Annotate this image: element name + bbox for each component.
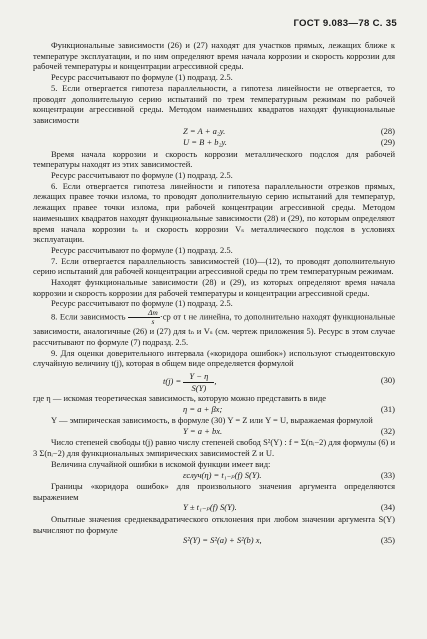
paragraph: Время начала коррозии и скорость коррозии металлического подслоя для рабочей температуры находят из этих зависимостей. bbox=[33, 148, 395, 170]
paragraph: Число степеней свободы t(j) равно числу степеней свобод S²(Y) : f = Σ(nᵢ−2) для формулы (6) и 3 Σ(nᵢ−2) для функциональных эмпирических зависимостей Z и U. bbox=[33, 437, 395, 459]
paragraph: Ресурс рассчитывают по формуле (1) подразд. 2.5. bbox=[51, 170, 233, 181]
equation-number: (29) bbox=[380, 137, 395, 148]
equation bbox=[33, 426, 395, 438]
fraction bbox=[128, 309, 160, 326]
equation-formula: S²(Y) = S²(a) + S²(b) x, bbox=[183, 535, 262, 546]
fraction-denominator: S(Y) bbox=[191, 382, 207, 393]
fraction bbox=[183, 370, 217, 393]
document-body bbox=[33, 40, 395, 547]
paragraph: 6. Если отвергается гипотеза линейности и гипотеза параллельности отрезков прямых, лежащих правее точки излома, то проводят дополнительную серию испытаний для температур, лежащих правее точки излома, при рабочей концентрации агрессивной среды. Методом наименьших квадратов находят функциональные зависимости (28) и (29), по которым определяют время начала коррозии tₙ и скорость коррозии Vₛ металлического подслоя в условиях эксплуатации. bbox=[33, 180, 395, 245]
paragraph-text: ·ср от t не линейна, то дополнительно находят функциональные зависимости, аналогичные (26) и (27) для tₙ и Vₛ (см. чертеж приложения 5). Ресурс в этом случае рассчитывают по формуле (7) подразд. 2.5. bbox=[33, 311, 395, 347]
equation bbox=[33, 535, 395, 547]
equation-tail: , bbox=[214, 376, 217, 387]
equation-number: (34) bbox=[380, 502, 395, 513]
paragraph: Ресурс рассчитывают по формуле (1) подразд. 2.5. bbox=[51, 72, 233, 83]
page-header: ГОСТ 9.083—78 С. 35 bbox=[293, 18, 397, 29]
equation-number: (31) bbox=[380, 403, 395, 414]
equation-lhs: t(j) = bbox=[163, 376, 182, 387]
paragraph bbox=[33, 309, 395, 347]
equation-number: (28) bbox=[380, 125, 395, 136]
equation bbox=[33, 137, 395, 149]
paragraph: Опытные значения среднеквадратического отклонения при любом значении аргумента S(Y) вычисляют по формуле bbox=[33, 513, 395, 535]
paragraph: Величина случайной ошибки в искомой функции имеет вид: bbox=[51, 458, 271, 469]
equation-formula: η = a + βx; bbox=[183, 403, 223, 414]
paragraph-text: 8. Если зависимость bbox=[51, 311, 126, 322]
paragraph: Y — эмпирическая зависимость, в формуле (30) Y = Z или Y = U, выражаемая формулой bbox=[51, 415, 373, 426]
equation bbox=[33, 470, 395, 482]
paragraph: Границы «коридора ошибок» для произвольного значения аргумента определяются выражением bbox=[33, 481, 395, 502]
paragraph: Ресурс рассчитывают по формуле (1) подразд. 2.5. bbox=[51, 244, 233, 255]
equation bbox=[33, 369, 395, 393]
equation bbox=[33, 502, 395, 514]
paragraph: где η — искомая теоретическая зависимость, которую можно представить в виде bbox=[33, 392, 327, 403]
equation-formula bbox=[163, 371, 216, 393]
fraction-numerator: Y − η bbox=[183, 371, 214, 383]
paragraph: 7. Если отвергается параллельность зависимостей (10)—(12), то проводят дополнительную серию испытаний для рабочей концентрации агрессивной среды по трем температурным режимам. bbox=[33, 255, 395, 277]
equation bbox=[33, 126, 395, 138]
paragraph: Ресурс рассчитывают по формуле (1) подразд. 2.5. bbox=[51, 298, 233, 309]
equation-number: (33) bbox=[380, 469, 395, 480]
fraction-numerator: Δm bbox=[128, 309, 160, 318]
paragraph: Функциональные зависимости (26) и (27) находят для участков прямых, лежащих ближе к температуре эксплуатации, и по ним определяют время начала коррозии и скорость коррозии для рабочей температуры и концентрации агрессивной среды. bbox=[33, 40, 395, 72]
equation-formula: Y = a + bx. bbox=[183, 425, 223, 436]
equation-number: (32) bbox=[380, 425, 395, 436]
paragraph: 9. Для оценки доверительного интервала («коридора ошибок») используют стьюдентовскую случайную величину t(j), которая в общем виде определяется формулой bbox=[33, 347, 395, 369]
equation-formula: εслуч(η) = t₁₋ₚ(f) S(Y). bbox=[183, 469, 262, 480]
paragraph: Находят функциональные зависимости (28) и (29), из которых определяют время начала коррозии и скорость коррозии для рабочей температуры и концентрации агрессивной среды. bbox=[33, 277, 395, 298]
equation bbox=[33, 404, 395, 416]
fraction-denominator: s bbox=[151, 317, 155, 327]
equation-number: (35) bbox=[380, 535, 395, 546]
equation-number: (30) bbox=[380, 374, 395, 385]
equation-formula: Z = A + a₂y. bbox=[183, 125, 226, 136]
equation-formula: Y ± t₁₋ₚ(f) S(Y). bbox=[183, 502, 237, 513]
paragraph: 5. Если отвергается гипотеза параллельности, а гипотеза линейности не отвергается, то проводят дополнительную серию испытаний по трем температурным режимам по рабочей концентрации агрессивной среды. Методом наименьших квадратов находят функциональные зависимости bbox=[33, 82, 395, 125]
equation-formula: U = B + b₂y. bbox=[183, 137, 227, 148]
